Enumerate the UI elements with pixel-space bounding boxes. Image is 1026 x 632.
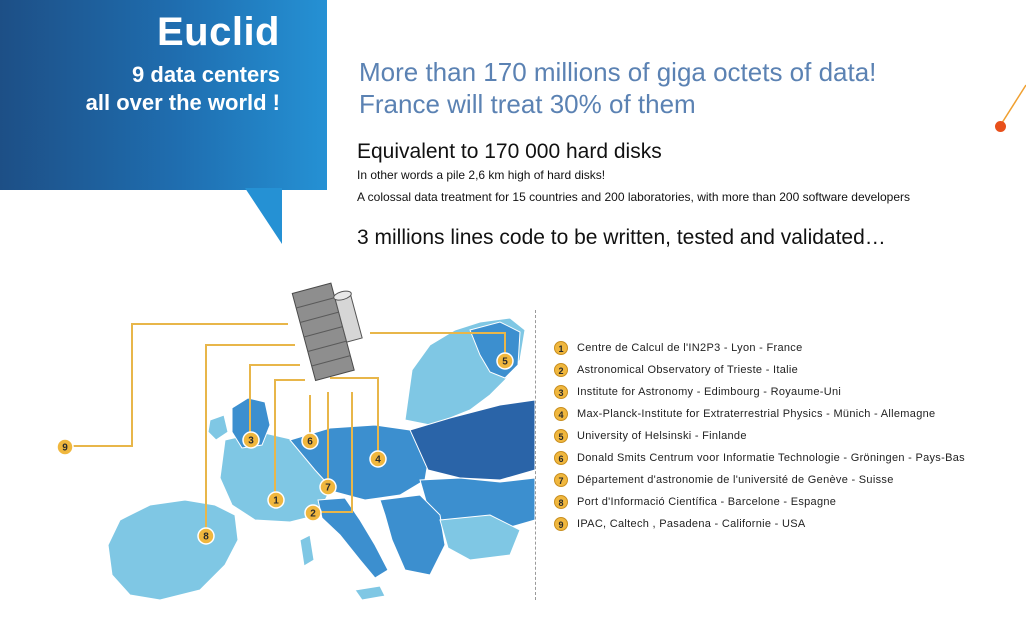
legend-label: Max-Planck-Institute for Extraterrestrial Physics - Münich - Allemagne: [577, 408, 936, 420]
legend-separator: [535, 310, 536, 600]
fact-colossal: A colossal data treatment for 15 countries and 200 laboratories, with more than 200 software developers: [357, 190, 910, 204]
map-marker-1[interactable]: [268, 492, 284, 508]
legend-item: [554, 447, 965, 469]
data-center-legend: [554, 337, 965, 535]
map-marker-3[interactable]: [243, 432, 259, 448]
headline-line1: More than 170 millions of giga octets of data!: [359, 57, 877, 87]
legend-label: Département d'astronomie de l'université de Genève - Suisse: [577, 474, 894, 486]
svg-text:3: 3: [248, 435, 254, 447]
svg-text:2: 2: [310, 508, 316, 520]
legend-item: [554, 491, 965, 513]
svg-text:4: 4: [375, 454, 381, 466]
banner-subtitle-line1: 9 data centers: [132, 62, 280, 87]
fact-pile: In other words a pile 2,6 km high of hard disks!: [357, 168, 606, 182]
legend-number-badge: 5: [554, 429, 568, 443]
legend-item: [554, 359, 965, 381]
legend-number-badge: 6: [554, 451, 568, 465]
map-marker-6[interactable]: [302, 433, 318, 449]
svg-text:8: 8: [203, 531, 209, 543]
fact-code-lines: 3 millions lines code to be written, tested and validated…: [357, 226, 886, 249]
svg-text:7: 7: [325, 482, 331, 494]
map-marker-2[interactable]: [305, 505, 321, 521]
legend-item: [554, 381, 965, 403]
legend-number-badge: 3: [554, 385, 568, 399]
legend-label: IPAC, Caltech , Pasadena - Californie - USA: [577, 518, 806, 530]
map-marker-8[interactable]: [198, 528, 214, 544]
legend-label: Institute for Astronomy - Edimbourg - Royaume-Uni: [577, 386, 842, 398]
svg-text:1: 1: [273, 495, 279, 507]
legend-item: [554, 513, 965, 535]
legend-label: Donald Smits Centrum voor Informatie Technologie - Gröningen - Pays-Bas: [577, 452, 965, 464]
svg-text:9: 9: [62, 442, 68, 454]
legend-label: Astronomical Observatory of Trieste - Italie: [577, 364, 799, 376]
map-marker-5[interactable]: [497, 353, 513, 369]
legend-item: [554, 337, 965, 359]
banner-subtitle-line2: all over the world !: [85, 90, 280, 115]
legend-item: [554, 425, 965, 447]
accent-dot: [995, 121, 1006, 132]
headline-line2: France will treat 30% of them: [359, 89, 696, 119]
map-marker-9[interactable]: [57, 439, 73, 455]
legend-number-badge: 8: [554, 495, 568, 509]
legend-number-badge: 9: [554, 517, 568, 531]
svg-text:6: 6: [307, 436, 313, 448]
legend-label: University of Helsinski - Finlande: [577, 430, 747, 442]
satellite-image: [292, 279, 370, 381]
legend-item: [554, 403, 965, 425]
map-marker-4[interactable]: [370, 451, 386, 467]
banner-title: Euclid: [156, 10, 280, 54]
legend-item: [554, 469, 965, 491]
map-marker-7[interactable]: [320, 479, 336, 495]
svg-text:5: 5: [502, 356, 508, 368]
fact-equivalent: Equivalent to 170 000 hard disks: [357, 140, 662, 163]
legend-number-badge: 2: [554, 363, 568, 377]
legend-number-badge: 1: [554, 341, 568, 355]
legend-number-badge: 7: [554, 473, 568, 487]
legend-number-badge: 4: [554, 407, 568, 421]
legend-label: Centre de Calcul de l'IN2P3 - Lyon - France: [577, 342, 803, 354]
europe-map: [0, 270, 535, 632]
legend-label: Port d'Informació Científica - Barcelone - Espagne: [577, 496, 837, 508]
